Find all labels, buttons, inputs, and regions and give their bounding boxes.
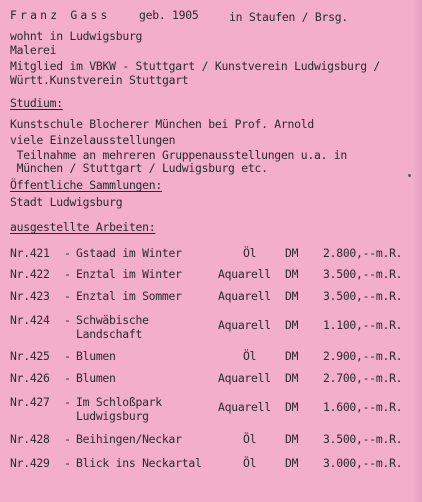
artwork-currency: DM bbox=[285, 289, 299, 303]
sammlungen-line: Stadt Ludwigsburg bbox=[10, 195, 123, 209]
bio-line: wohnt in Ludwigsburg bbox=[10, 29, 143, 43]
artwork-number: Nr.428 bbox=[10, 432, 50, 446]
artwork-currency: DM bbox=[285, 267, 299, 281]
artwork-medium: Aquarell bbox=[218, 318, 271, 332]
artwork-currency: DM bbox=[285, 371, 299, 385]
studium-line: Kunstschule Blocherer München bei Prof. Arnold bbox=[10, 117, 314, 131]
bio-line: Mitglied im VBKW - Stuttgart / Kunstverein Ludwigsburg / bbox=[10, 59, 381, 73]
artwork-title: Blumen bbox=[76, 371, 116, 385]
artwork-title-continued: Landschaft bbox=[76, 327, 143, 341]
artist-name: Franz Gass bbox=[10, 8, 111, 22]
artwork-price: 1.100,--m.R. bbox=[323, 318, 403, 332]
artwork-price: 2.700,--m.R. bbox=[323, 371, 403, 385]
artwork-title-continued: Ludwigsburg bbox=[76, 409, 149, 423]
artwork-title: Blumen bbox=[76, 349, 116, 363]
artwork-number: Nr.422 bbox=[10, 267, 50, 281]
artwork-price: 3.500,--m.R. bbox=[323, 289, 403, 303]
artwork-title: Schwäbische bbox=[76, 313, 149, 327]
artwork-row bbox=[0, 396, 422, 426]
artwork-medium: Aquarell bbox=[218, 371, 271, 385]
artwork-currency: DM bbox=[285, 456, 299, 470]
artwork-price: 2.900,--m.R. bbox=[323, 349, 403, 363]
artwork-currency: DM bbox=[285, 349, 299, 363]
artwork-dash: - bbox=[64, 395, 71, 409]
bio-line: Malerei bbox=[10, 43, 57, 57]
artwork-title: Beihingen/Neckar bbox=[76, 432, 182, 446]
artwork-title: Enztal im Sommer bbox=[76, 289, 182, 303]
artwork-currency: DM bbox=[285, 432, 299, 446]
sammlungen-heading: Öffentliche Sammlungen: bbox=[10, 178, 162, 192]
artwork-dash: - bbox=[64, 313, 71, 327]
artwork-dash: - bbox=[64, 349, 71, 363]
artwork-number: Nr.424 bbox=[10, 313, 50, 327]
artwork-price: 3.500,--m.R. bbox=[323, 432, 403, 446]
artwork-dash: - bbox=[64, 456, 71, 470]
artwork-medium: Aquarell bbox=[218, 400, 271, 414]
studium-line: München / Stuttgart / Ludwigsburg etc. bbox=[10, 161, 268, 175]
birth-place: in Staufen / Brsg. bbox=[229, 10, 348, 24]
artwork-medium: Öl bbox=[243, 349, 257, 363]
artwork-number: Nr.425 bbox=[10, 349, 50, 363]
artwork-title: Blick ins Neckartal bbox=[76, 456, 202, 470]
artwork-medium: Öl bbox=[243, 432, 257, 446]
studium-heading: Studium: bbox=[10, 96, 63, 110]
artwork-dash: - bbox=[64, 432, 71, 446]
artwork-number: Nr.429 bbox=[10, 456, 50, 470]
artwork-currency: DM bbox=[285, 318, 299, 332]
artwork-dash: - bbox=[64, 289, 71, 303]
artwork-number: Nr.426 bbox=[10, 371, 50, 385]
artwork-price: 3.500,--m.R. bbox=[323, 267, 403, 281]
studium-line: viele Einzelausstellungen bbox=[10, 133, 176, 147]
artwork-dash: - bbox=[64, 246, 71, 260]
artwork-title: Enztal im Winter bbox=[76, 267, 182, 281]
studium-line: Teilnahme an mehreren Gruppenausstellungen u.a. in bbox=[10, 148, 347, 162]
artwork-medium: Aquarell bbox=[218, 267, 271, 281]
artwork-currency: DM bbox=[285, 246, 299, 260]
artwork-medium: Aquarell bbox=[218, 289, 271, 303]
bio-line: Württ.Kunstverein Stuttgart bbox=[10, 73, 189, 87]
artwork-price: 3.000,--m.R. bbox=[323, 456, 403, 470]
artwork-number: Nr.421 bbox=[10, 246, 50, 260]
artwork-currency: DM bbox=[285, 400, 299, 414]
artwork-number: Nr.427 bbox=[10, 395, 50, 409]
arbeiten-heading: ausgestellte Arbeiten: bbox=[10, 220, 156, 234]
artwork-dash: - bbox=[64, 371, 71, 385]
artwork-title: Im Schloßpark bbox=[76, 395, 162, 409]
birth-year: geb. 1905 bbox=[139, 8, 199, 22]
artwork-medium: Öl bbox=[243, 456, 257, 470]
artwork-price: 1.600,--m.R. bbox=[323, 400, 403, 414]
artwork-medium: Öl bbox=[243, 246, 257, 260]
artwork-price: 2.800,--m.R. bbox=[323, 246, 403, 260]
artwork-number: Nr.423 bbox=[10, 289, 50, 303]
artwork-row bbox=[0, 314, 422, 344]
artwork-title: Gstaad im Winter bbox=[76, 246, 182, 260]
artwork-row bbox=[0, 457, 422, 487]
artwork-dash: - bbox=[64, 267, 71, 281]
stray-dot bbox=[408, 174, 411, 177]
